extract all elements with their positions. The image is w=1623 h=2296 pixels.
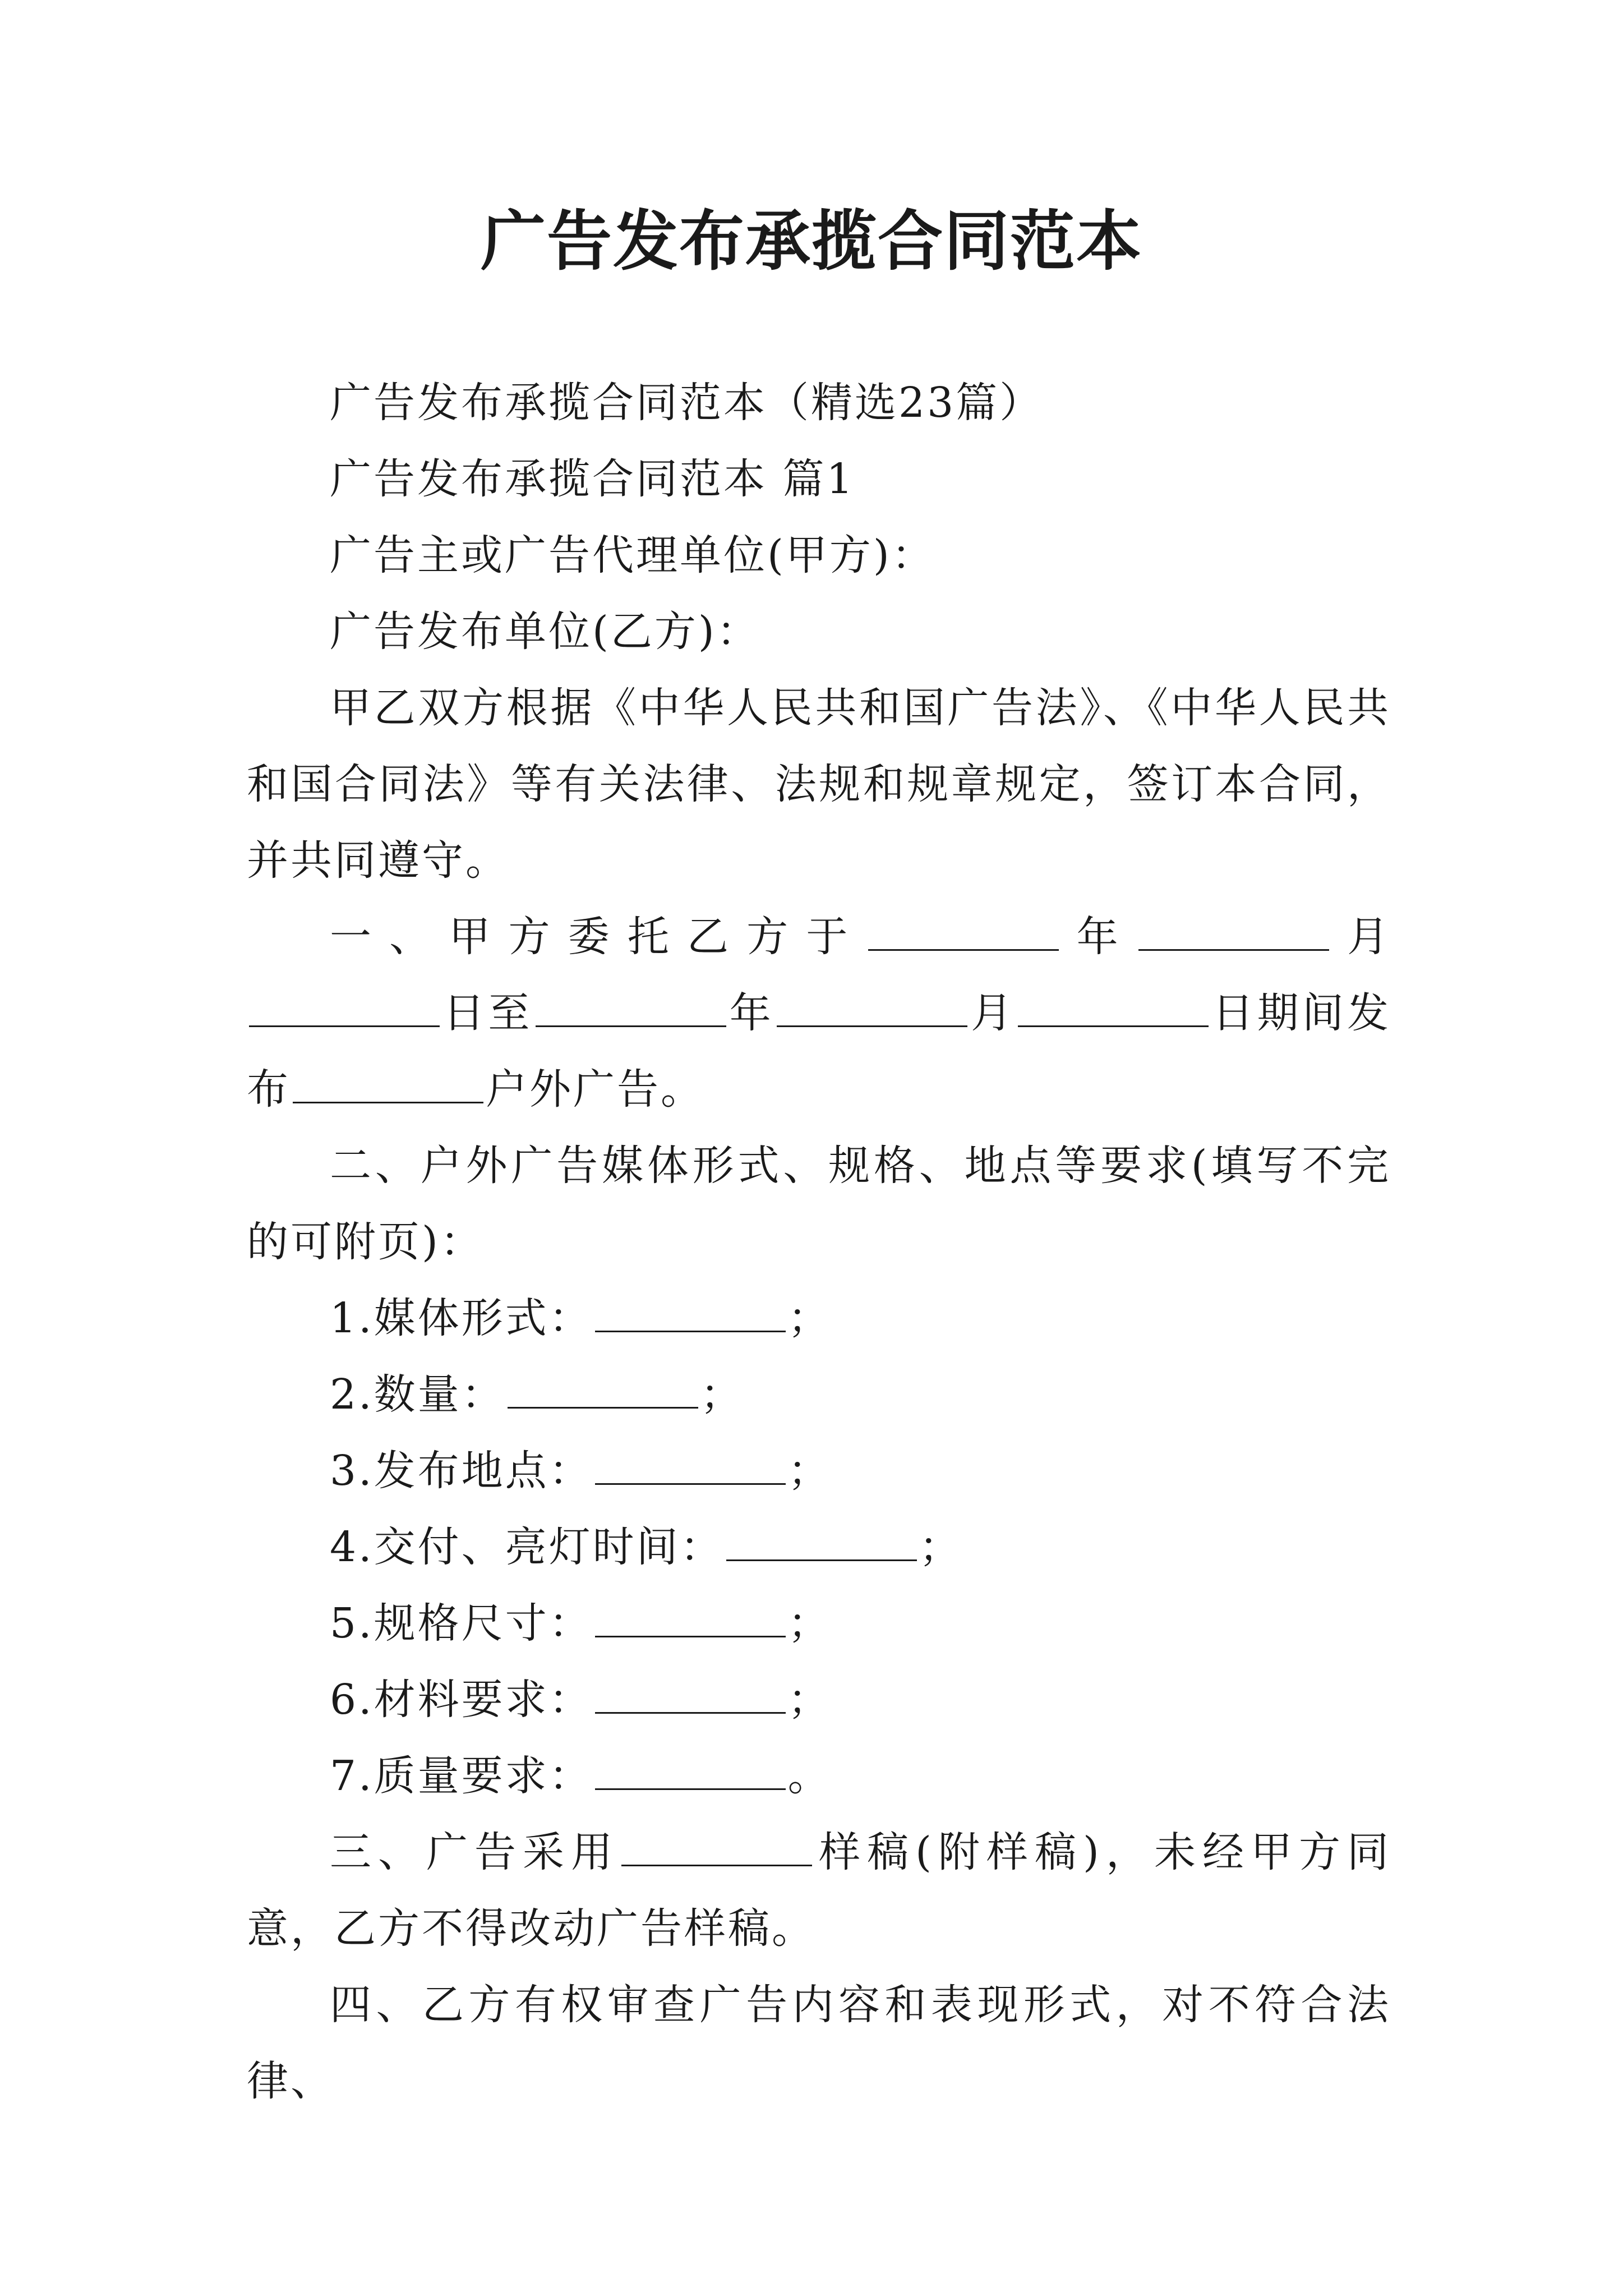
blank-field [621, 1823, 812, 1866]
item-end: ； [787, 1599, 832, 1648]
list-item [247, 1356, 1391, 1433]
paragraph-text: 四、乙方有权审查广告内容和表现形式，对不符合法律、 [247, 1981, 1391, 2105]
clause-text: 日期间发布 [247, 989, 1391, 1114]
paragraph-section-heading [247, 441, 1391, 517]
clause-text: 月 [1331, 913, 1391, 961]
item-end: ； [787, 1294, 832, 1342]
list-item [247, 1433, 1391, 1509]
paragraph-clause-3 [247, 1814, 1391, 1967]
paragraph-text: 广告发布承揽合同范本 篇1 [330, 455, 855, 503]
clause-text: 三、广告采用 [330, 1828, 620, 1876]
document-title: 广告发布承揽合同范本 [481, 203, 1142, 279]
item-end: ； [919, 1523, 963, 1571]
blank-field [595, 1442, 786, 1485]
list-item [247, 1738, 1391, 1814]
blank-field [536, 984, 726, 1027]
blank-field [595, 1289, 786, 1332]
blank-field [508, 1365, 698, 1409]
item-label: 1.媒体形式： [330, 1294, 593, 1342]
clause-text: 日至 [442, 989, 533, 1037]
list-item [247, 1509, 1391, 1585]
paragraph-party-b [247, 593, 1391, 670]
paragraph-text: 甲乙双方根据《中华人民共和国广告法》、《中华人民共和国合同法》等有关法律、法规和规章规定，签订本合同，并共同遵守。 [247, 684, 1391, 885]
blank-field [1018, 984, 1209, 1027]
item-label: 3.发布地点： [330, 1447, 593, 1495]
blank-field [249, 984, 440, 1027]
list-item [247, 1280, 1391, 1356]
list-item [247, 1662, 1391, 1738]
clause-text: 样稿(附样稿)，未经甲方同意，乙方不得改动广告样稿。 [247, 1828, 1391, 1953]
item-label: 7.质量要求： [330, 1752, 593, 1800]
paragraph-preamble [247, 670, 1391, 899]
paragraph-text: 二、户外广告媒体形式、规格、地点等要求(填写不完的可附页)： [247, 1142, 1391, 1266]
blank-field [293, 1060, 483, 1103]
item-end: ； [787, 1676, 832, 1724]
item-label: 4.交付、亮灯时间： [330, 1523, 724, 1571]
blank-field [777, 984, 967, 1027]
document-body [247, 365, 1391, 2119]
blank-field [595, 1671, 786, 1714]
paragraph-party-a [247, 517, 1391, 593]
paragraph-subtitle [247, 365, 1391, 441]
blank-field [726, 1518, 917, 1561]
clause-text: 户外广告。 [486, 1065, 704, 1114]
clause-text: 年 [1061, 913, 1136, 961]
item-label: 6.材料要求： [330, 1676, 593, 1724]
clause-text: 一、甲方委托乙方于 [330, 913, 866, 961]
item-end: ； [700, 1370, 744, 1419]
paragraph-text: 广告发布承揽合同范本（精选23篇） [330, 379, 1044, 427]
clause-text: 年 [728, 989, 774, 1037]
list-item [247, 1585, 1391, 1662]
clause-text: 月 [969, 989, 1016, 1037]
blank-field [595, 1747, 786, 1790]
item-end: ； [787, 1447, 832, 1495]
paragraph-clause-2 [247, 1128, 1391, 1280]
paragraph-text: 广告主或广告代理单位(甲方)： [330, 531, 935, 579]
item-label: 2.数量： [330, 1370, 505, 1419]
blank-field [595, 1594, 786, 1637]
paragraph-clause-4 [247, 1967, 1391, 2119]
item-end: 。 [787, 1752, 832, 1800]
blank-field [1138, 908, 1329, 951]
paragraph-text: 广告发布单位(乙方)： [330, 608, 760, 656]
blank-field [868, 908, 1059, 951]
paragraph-clause-1 [247, 899, 1391, 1128]
item-label: 5.规格尺寸： [330, 1599, 593, 1648]
